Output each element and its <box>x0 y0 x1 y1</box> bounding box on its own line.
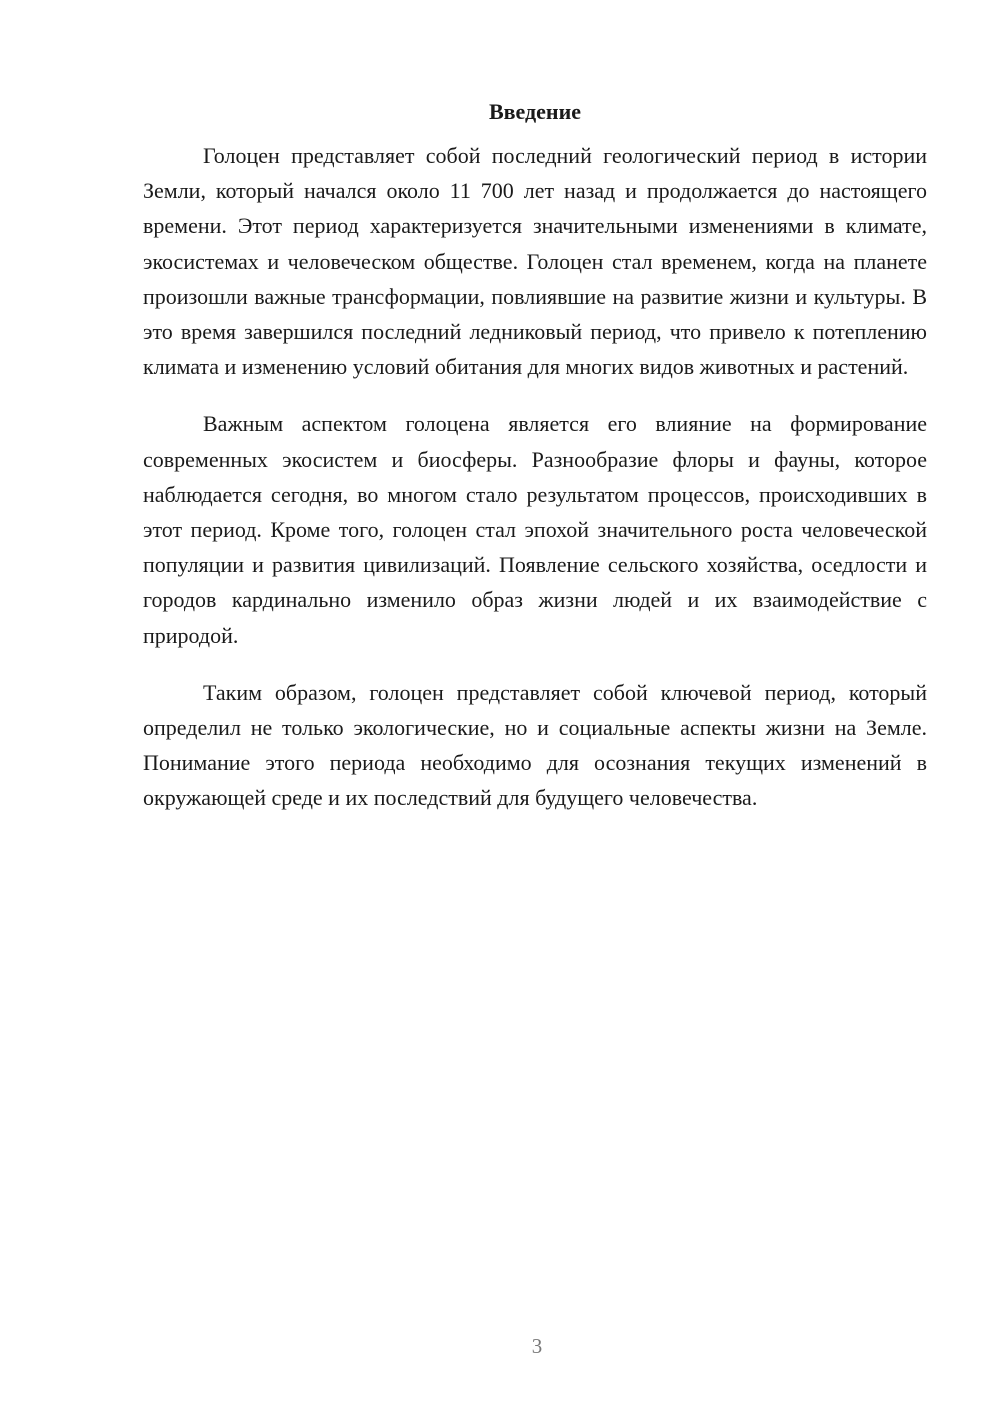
paragraph-2: Важным аспектом голоцена является его влияние на формирование современных экосистем и биосферы. Разнообразие флоры и фауны, которое наблюдается сегодня, во многом стало результатом процессов, происходивших в этот период. Кроме того, голоцен стал эпохой значительного роста человеческой популяции и развития цивилизаций. Появление сельского хозяйства, оседлости и городов кардинально изменило образ жизни людей и их взаимодействие с природой. <box>143 411 927 648</box>
document-body <box>143 96 927 838</box>
section-heading: Введение <box>488 99 582 124</box>
paragraph-3: Таким образом, голоцен представляет собой ключевой период, который определил не только экологические, но и социальные аспекты жизни на Земле. Понимание этого периода необходимо для осознания текущих изменений в окружающей среде и их последствий для будущего человечества. <box>143 679 927 811</box>
paragraph-1: Голоцен представляет собой последний геологический период в истории Земли, который начался около 11 700 лет назад и продолжается до настоящего времени. Этот период характеризуется значительными изменениями в климате, экосистемах и человеческом обществе. Голоцен стал временем, когда на планете произошли важные трансформации, повлиявшие на развитие жизни и культуры. В это время завершился последний ледниковый период, что привело к потеплению климата и изменению условий обитания для многих видов животных и растений. <box>143 143 927 380</box>
page-number: 3 <box>531 1334 543 1358</box>
